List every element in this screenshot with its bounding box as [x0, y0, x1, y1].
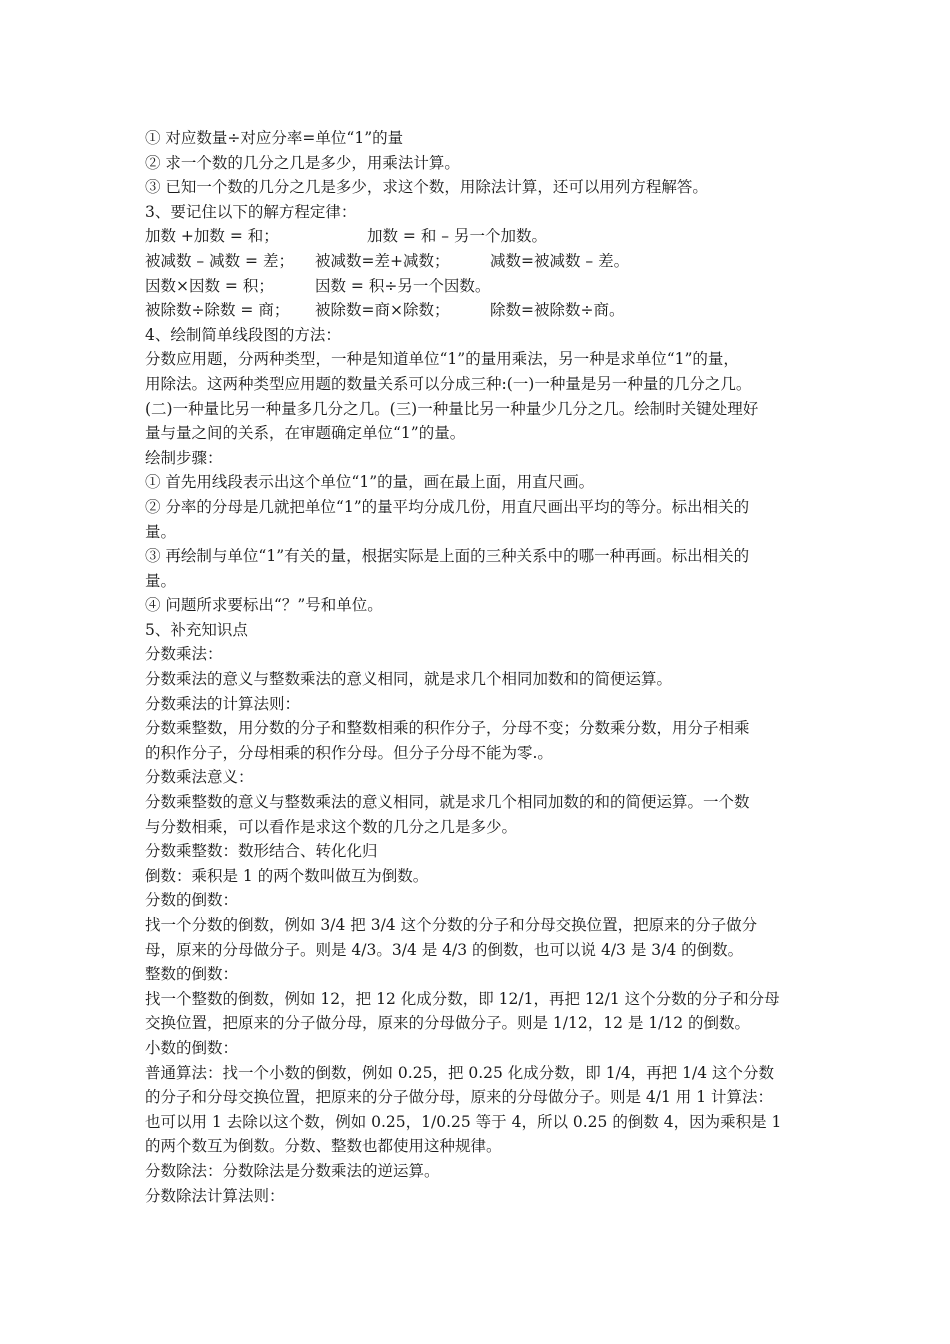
text-line: 也可以用 1 去除以这个数，例如 0.25，1/0.25 等于 4，所以 0.25 的倒数 4，因为乘积是 1	[145, 1112, 782, 1131]
text-line: 分数乘法意义：	[145, 768, 254, 787]
text-line: 找一个分数的倒数，例如 3/4 把 3/4 这个分数的分子和分母交换位置，把原来的分子做分	[145, 916, 758, 934]
text-line: 找一个整数的倒数，例如 12，把 12 化成分数，即 12/1，再把 12/1 这个分数的分子和分母	[145, 989, 780, 1008]
text-line: 5、补充知识点	[145, 620, 248, 639]
text-line: 分数乘法的意义与整数乘法的意义相同，就是求几个相同加数和的简便运算。	[145, 670, 673, 689]
text-line: 分数除法：分数除法是分数乘法的逆运算。	[145, 1161, 440, 1180]
text-line: ② 求一个数的几分之几是多少，用乘法计算。	[145, 153, 460, 172]
rule-text: 加数 +加数 = 和；	[145, 227, 279, 246]
text-line: 分数除法计算法则：	[145, 1186, 285, 1205]
equation-rule-row	[145, 249, 810, 274]
equation-rule-row	[145, 298, 810, 323]
text-line: ③ 再绘制与单位“1”有关的量，根据实际是上面的三种关系中的哪一种再画。标出相关的	[145, 547, 750, 566]
text-line: ① 对应数量÷对应分率=单位“1”的量	[145, 129, 404, 147]
text-line: 4、绘制简单线段图的方法：	[145, 325, 341, 344]
text-line: ④ 问题所求要标出“？”号和单位。	[145, 596, 383, 615]
text-line: 的分子和分母交换位置，把原来的分子做分母，原来的分母做分子。则是 4/1 用 1 计算法：	[145, 1088, 774, 1107]
rule-text: 除数=被除数÷商。	[490, 301, 625, 320]
text-line: 母，原来的分母做分子。则是 4/3。3/4 是 4/3 的倒数，也可以说 4/3 是 3/4 的倒数。	[145, 940, 744, 959]
text-line: ② 分率的分母是几就把单位“1”的量平均分成几份，用直尺画出平均的等分。标出相关的	[145, 497, 750, 516]
text-line: 倒数：乘积是 1 的两个数叫做互为倒数。	[145, 866, 429, 885]
text-line: 的两个数互为倒数。分数、整数也都使用这种规律。	[145, 1137, 502, 1156]
text-line: 分数乘整数，用分数的分子和整数相乘的积作分子，分母不变；分数乘分数，用分子相乘	[145, 719, 750, 738]
text-line: ① 首先用线段表示出这个单位“1”的量，画在最上面，用直尺画。	[145, 473, 595, 492]
text-line: 与分数相乘，可以看作是求这个数的几分之几是多少。	[145, 817, 518, 836]
text-line: 整数的倒数：	[145, 965, 239, 984]
rule-text: 因数 = 积÷另一个因数。	[315, 276, 491, 295]
text-line: 交换位置，把原来的分子做分母，原来的分母做分子。则是 1/12，12 是 1/12 的倒数。	[145, 1014, 751, 1033]
text-line: 分数乘法：	[145, 645, 223, 664]
text-line: 小数的倒数：	[145, 1038, 239, 1057]
text-line: (二)一种量比另一种量多几分之几。(三)一种量比另一种量少几分之几。绘制时关键处理好	[145, 399, 759, 418]
section-heading: 3、要记住以下的解方程定律：	[145, 202, 357, 221]
text-line: 量。	[145, 571, 177, 590]
text-line: 分数乘整数的意义与整数乘法的意义相同，就是求几个相同加数的和的简便运算。一个数	[145, 793, 750, 812]
rule-text: 被除数÷除数 = 商；	[145, 301, 290, 320]
text-line: 分数的倒数：	[145, 891, 239, 910]
text-line: 用除法。这两种类型应用题的数量关系可以分成三种:(一)一种量是另一种量的几分之几。	[145, 374, 752, 393]
text-line: 绘制步骤：	[145, 448, 223, 467]
equation-rule-row	[145, 224, 810, 249]
text-line: 量。	[145, 522, 177, 541]
text-line: ③ 已知一个数的几分之几是多少，求这个数，用除法计算，还可以用列方程解答。	[145, 178, 708, 197]
text-line: 普通算法：找一个小数的倒数，例如 0.25，把 0.25 化成分数，即 1/4，再把 1/4 这个分数	[145, 1063, 774, 1082]
text-line: 分数应用题，分两种类型，一种是知道单位“1”的量用乘法，另一种是求单位“1”的量，	[145, 350, 739, 369]
equation-rule-row	[145, 274, 810, 299]
document-paragraphs	[145, 323, 810, 1208]
text-line: 分数乘整数：数形结合、转化化归	[145, 842, 378, 861]
document-body	[145, 126, 810, 1208]
text-line: 的积作分子，分母相乘的积作分母。但分子分母不能为零.。	[145, 743, 553, 762]
rule-text: 被减数 – 减数 = 差；	[145, 251, 294, 270]
text-line: 量与量之间的关系，在审题确定单位“1”的量。	[145, 424, 466, 443]
text-line: 分数乘法的计算法则：	[145, 694, 301, 713]
rule-text: 被除数=商×除数；	[315, 301, 450, 320]
rule-text: 因数×因数 = 积；	[145, 276, 274, 295]
rule-text: 被减数=差+减数；	[315, 251, 450, 270]
rule-text: 减数=被减数 – 差。	[490, 251, 630, 270]
rule-text: 加数 = 和 – 另一个加数。	[367, 227, 547, 246]
